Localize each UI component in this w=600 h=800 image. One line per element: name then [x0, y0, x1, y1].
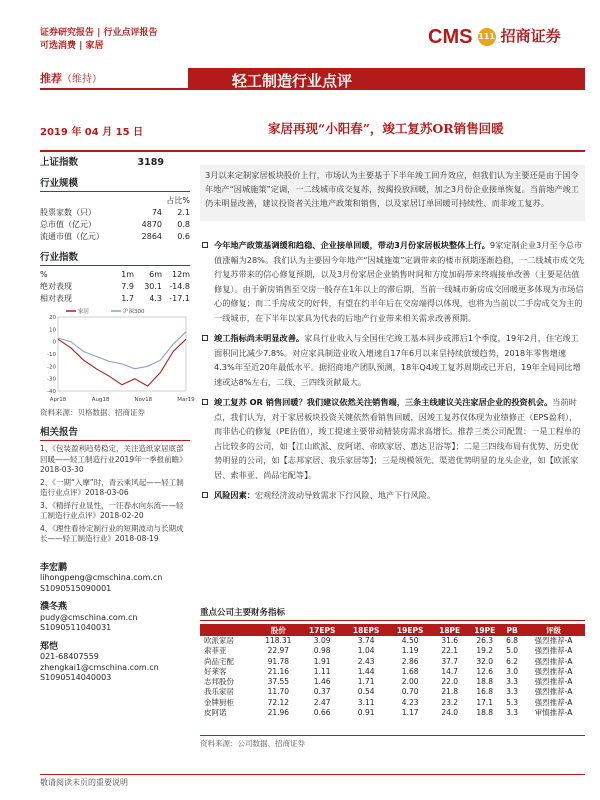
x-tick-label: Mar19: [177, 397, 195, 403]
analyst-id: zhengkai1@cmschina.com.cn: [40, 662, 159, 672]
idx-6m: 30.1: [144, 282, 162, 291]
table-cell: 强烈推荐-A: [534, 636, 573, 645]
table-cell: 22.1: [441, 646, 459, 656]
headline: 家居再现“小阳春”，竣工复苏OR销售回暖: [268, 121, 504, 136]
table-cell: 18.8: [476, 708, 494, 718]
table-row: [200, 667, 585, 677]
table-cell: 金牌厨柜: [204, 697, 234, 707]
analyst-id: S1090511040031: [40, 623, 112, 632]
divider: [40, 150, 585, 152]
idx-title: 行业指数: [40, 249, 190, 266]
cms-logo: [428, 25, 578, 49]
report-sector: 可选消费 | 家居: [40, 41, 104, 51]
analyst-name: 李宏鹏: [40, 562, 68, 573]
bullet-bold: 竣工复苏 OR 销售回暖？我们建议依然关注销售端，三条主线建议关注家居企业的投资机会。: [214, 397, 553, 407]
index-row: [40, 157, 190, 169]
table-cell: 1.11: [313, 666, 331, 676]
table-cell: 2.43: [357, 656, 375, 666]
related-report: 1、《包装盈利趋势稳定，关注造纸家居底部回暖——轻工制造行业2019年一季报前瞻》2018-03-30: [40, 444, 187, 474]
y-tick-label: -10: [47, 352, 56, 358]
table-cell: 91.78: [267, 656, 290, 666]
table-cell: 我乐家居: [204, 687, 234, 697]
table-header-cell: 19EPS: [388, 624, 432, 636]
analyst-name: 郑恺: [40, 641, 59, 652]
table-cell: 3.3: [506, 677, 519, 687]
table-cell: 37.7: [441, 656, 459, 666]
analyst-email: pudy@cmschina.com.cn: [40, 612, 138, 622]
table-cell: 1.91: [313, 656, 331, 666]
x-tick-label: Aug18: [91, 397, 110, 403]
table-cell: 118.31: [265, 636, 292, 645]
scale-header-pct: 占比%: [166, 196, 190, 205]
table-cell: 24.0: [441, 708, 459, 718]
index-chart-svg: [40, 305, 195, 405]
table-header-cell: [200, 624, 257, 636]
scale-value: 4870: [141, 220, 162, 229]
scale-value: 74: [151, 208, 162, 217]
index-label: 上证指数: [40, 157, 79, 168]
table-cell: 3.0: [506, 666, 519, 676]
table-cell: 强烈推荐-A: [534, 677, 573, 687]
table-cell: 6.8: [506, 636, 519, 645]
table-cell: 5.3: [506, 697, 519, 707]
table-cell: 索菲亚: [204, 646, 227, 656]
y-tick-label: 10: [49, 327, 56, 334]
related-title: 相关报告: [40, 424, 190, 441]
idx-12m: -14.8: [169, 282, 190, 291]
table-source: 资料来源：公司数据、招商证券: [200, 735, 585, 749]
footer: 敬请阅读末页的重要说明: [40, 774, 585, 788]
main-content: [200, 238, 585, 509]
table-cell: 2.86: [401, 656, 419, 666]
table-cell: 强烈推荐-A: [534, 666, 573, 676]
table-row: [200, 687, 585, 697]
table-cell: 3.11: [357, 697, 375, 707]
index-chart: [40, 305, 195, 405]
table-row: [200, 636, 585, 646]
table-cell: 2.00: [401, 677, 419, 687]
related-report: 4、《理性看待定制行业的短期波动与长期成长——轻工制造行业》2018-08-19: [40, 523, 184, 543]
table-row: [200, 677, 585, 687]
scale-name: 总市值（亿元）: [40, 220, 96, 229]
table-cell: 19.2: [476, 646, 494, 656]
table-row: [200, 646, 585, 656]
table-cell: 0.91: [357, 708, 375, 718]
table-cell: 好莱客: [204, 666, 227, 676]
table-header-cell: 19PE: [467, 624, 502, 636]
legend-label: 家居: [78, 309, 90, 315]
logo-cn: 招商证券: [500, 27, 561, 45]
table-cell: 16.8: [476, 687, 494, 697]
scale-name: 流通市值（亿元）: [40, 232, 104, 241]
bullet-item: [200, 488, 585, 503]
analyst-email: lihongpeng@cmschina.com.cn: [40, 573, 163, 582]
logo-badge: 111: [478, 28, 496, 46]
table-cell: 32.0: [476, 656, 494, 666]
idx-12m: -17.1: [169, 294, 190, 303]
table-cell: 尚品宅配: [204, 656, 234, 666]
y-tick-label: 20: [49, 315, 56, 321]
y-tick-label: -30: [47, 376, 56, 383]
table-cell: 0.66: [313, 708, 331, 718]
table-cell: 1.46: [313, 677, 331, 687]
table-cell: 22.0: [441, 677, 459, 687]
table-cell: 4.50: [401, 636, 419, 645]
table-cell: 22.97: [267, 646, 290, 656]
table-cell: 23.2: [441, 697, 459, 707]
bullet-item: [200, 395, 585, 482]
scale-header: [40, 195, 190, 207]
y-tick-label: -40: [47, 389, 56, 395]
table-cell: 强烈推荐-A: [534, 656, 573, 666]
table-title: 重点公司主要财务指标: [200, 606, 585, 621]
scale-row: [40, 219, 190, 231]
table-cell: 1.68: [401, 666, 419, 676]
table-cell: 强烈推荐-A: [534, 687, 573, 697]
series-line: [58, 332, 186, 369]
table-cell: 21.8: [441, 687, 459, 697]
table-cell: 0.98: [313, 646, 331, 656]
table-cell: 4.23: [401, 697, 419, 707]
chart-source: 资料来源：贝格数据、招商证券: [40, 408, 145, 417]
table-cell: 31.6: [441, 636, 459, 645]
table-cell: 5.0: [506, 646, 519, 656]
table-cell: 1.17: [401, 708, 419, 718]
bullet-bold: 竣工指标尚未明显改善。: [214, 333, 305, 343]
bullet-text: 宏观经济波动导致需求下行风险、地产下行风险。: [254, 490, 436, 500]
scale-spacer: [106, 219, 134, 231]
table-header-cell: PB: [502, 624, 522, 636]
bullet-item: [200, 331, 585, 389]
rating: [40, 70, 102, 86]
table-row: [200, 657, 585, 667]
y-tick-label: -20: [47, 364, 56, 371]
scale-spacer: [106, 207, 134, 219]
y-tick-label: 0: [52, 339, 56, 346]
scale-row: [40, 207, 190, 219]
table-cell: 2.47: [313, 697, 331, 707]
report-header: [40, 27, 158, 53]
scale-value: 2864: [141, 232, 162, 241]
scale-pct: 0.8: [177, 220, 190, 229]
scale-spacer: [106, 231, 134, 243]
table-cell: 3.3: [506, 708, 519, 718]
table-header-cell: 股价: [257, 624, 301, 636]
table-cell: 12.6: [476, 666, 494, 676]
table-cell: 37.55: [267, 677, 290, 687]
bullet-bold: 今年地产政策基调缓和趋稳、企业接单回暖，带动3月份家居板块整体上行。: [214, 240, 490, 250]
table-cell: 志邦股份: [204, 677, 234, 687]
scale-title: 行业规模: [40, 175, 190, 192]
bullet-bold: 风险因素：: [214, 490, 255, 500]
rating-label: 推荐: [40, 72, 62, 85]
idx-header-cell: 1m: [121, 270, 134, 279]
table-cell: 72.12: [267, 697, 290, 707]
idx-header-cell: 12m: [172, 270, 190, 279]
table-cell: 1.04: [357, 646, 375, 656]
rating-sub: （维持）: [62, 74, 102, 85]
table-cell: 皮阿诺: [204, 708, 227, 718]
table-cell: 0.70: [401, 687, 419, 697]
idx-header: [40, 269, 190, 281]
scale-name: 股票家数（只）: [40, 208, 96, 217]
idx-1m: 1.7: [121, 294, 134, 303]
bullet-text: 当前时点，我们认为，对于家居板块投资关键依然看销售回暖，因竣工复苏仅体现为业绩修正（EPS盈利），而非估心的修复（PE估值），竣工提速主要带动精装房需求高增长。推荐三类公司配置：一是工程单的占比较多的公司，如【江山欧派、皮阿诺、帝欧家居、惠达卫浴等】；二是三四线布局有优势、历史优势明显的公司，如【志邦家居、我乐家居等】；三是规模领先、渠道优势明显的龙头企业，如【欧派家居、索菲亚、尚品宅配等】。: [214, 397, 581, 480]
table-cell: 14.7: [441, 666, 459, 676]
scale-pct: 0.6: [177, 232, 190, 241]
table-cell: 1.71: [357, 677, 375, 687]
idx-6m: 4.3: [149, 294, 162, 303]
table-cell: 3.74: [357, 636, 375, 645]
table-cell: 18.8: [476, 677, 494, 687]
index-value: 3189: [137, 157, 164, 168]
table-cell: 强烈推荐-A: [534, 646, 573, 656]
table-cell: 6.2: [506, 656, 519, 666]
idx-row: [40, 281, 190, 293]
table-header-cell: 18EPS: [344, 624, 388, 636]
idx-name: 绝对表现: [40, 282, 72, 291]
analyst-id2: S1090514040003: [40, 673, 112, 682]
x-tick-label: Nov18: [134, 397, 153, 403]
table-cell: 21.16: [267, 666, 290, 676]
table-cell: 0.54: [357, 687, 375, 697]
logo-text: CMS: [428, 26, 473, 48]
idx-header-cell: %: [40, 270, 48, 279]
table-header-row: [200, 624, 585, 636]
scale-row: [40, 231, 190, 243]
scale-pct: 2.1: [177, 208, 190, 217]
legend-label: 沪深300: [123, 309, 145, 315]
table-cell: 0.37: [313, 687, 331, 697]
table-cell: 强烈推荐-A: [534, 697, 573, 707]
bullet-item: [200, 238, 585, 325]
analyst-id: S1090515090001: [40, 583, 112, 593]
table-cell: 17.1: [476, 697, 494, 707]
table-cell: 3.3: [506, 687, 519, 697]
table-cell: 欧派家居: [204, 636, 234, 645]
table-cell: 1.44: [357, 666, 375, 676]
related-report: 2、《一期“入摩”时，青云乘风起——轻工制造行业点评》2018-03-06: [40, 477, 184, 497]
analyst-name: 濮冬燕: [40, 602, 68, 612]
table-cell: 21.96: [267, 708, 290, 718]
bullet-text: 家具行业收入与全国住宅竣工基本同步或滞后1个季度，19年2月，住宅竣工面积同比减少7.8%。对应家具制造业收入增速自17年6月以来呈持续放缓趋势，2018年零售增速4.3%年至近20年最低水平。据招商地产团队预测，18年Q4竣工复苏周期或已开启，19年全局同比增速或达8%左右，二线、三四线贡献最大。: [214, 333, 581, 387]
table-header-cell: 17EPS: [300, 624, 344, 636]
financial-table: [200, 624, 585, 718]
related-report: 3、《精择行业显性，一汪春水向东流——轻工制造行业点评》2018-02-20: [40, 500, 184, 520]
table-cell: 11.70: [267, 687, 290, 697]
table-header-cell: 评级: [522, 624, 585, 636]
table-row: [200, 708, 585, 718]
table-cell: 1.19: [401, 646, 419, 656]
table-cell: 26.3: [476, 636, 494, 645]
idx-row: [40, 293, 190, 305]
table-cell: 审慎推荐-A: [534, 708, 573, 718]
table-cell: 3.09: [313, 636, 331, 645]
sidebar: [40, 155, 195, 684]
report-date: 2019 年 04 月 15 日: [40, 127, 144, 138]
report-category: 证券研究报告 | 行业点评报告: [40, 28, 158, 38]
summary-box: 3月以来定制家居板块股价上行，市场认为主要基于下半年竣工回升效应，但我们认为主要还是由于国令年地产“因城施策”定调，一二线城市成交复苏，按揭投放回暖，加之3月份企业接单恢复。当前地产竣工仍未明显改善，建议投资者关注地产政策和销售，以及家居订单回暖可持续性、而非竣工复苏。: [200, 165, 585, 221]
analyst-email: 021-68407559: [40, 652, 99, 661]
idx-1m: 7.9: [121, 282, 134, 291]
idx-header-cell: 6m: [149, 270, 162, 279]
idx-name: 相对表现: [40, 294, 72, 303]
x-tick-label: Apr18: [49, 397, 67, 403]
band-title: 轻工制造行业点评: [232, 72, 353, 90]
bullet-text: 9家定制企业3月至今总市值涨幅为28%。我们认为主要因今年地产“因城施策”定调带来的楼市预期逐渐趋稳，一二线城市成交先行复苏带来的信心修复预期，以及3月份家居企业销售时间和方度加码带来终端接单改善（主要是估值修复）。由于新房销售至交房一般存在1年以上的滞后期，当前一线城市新房成交回暖更多体现为市场信心的修复；而二手房成交的好转，有望在约半年后在交房端得以体现，也将为当前以二手房成交为主的一线城市，在下半年以家具为代表的后地产行业带来相关需求改善预期。: [214, 240, 585, 323]
table-header-cell: 18PE: [432, 624, 467, 636]
table-row: [200, 698, 585, 708]
